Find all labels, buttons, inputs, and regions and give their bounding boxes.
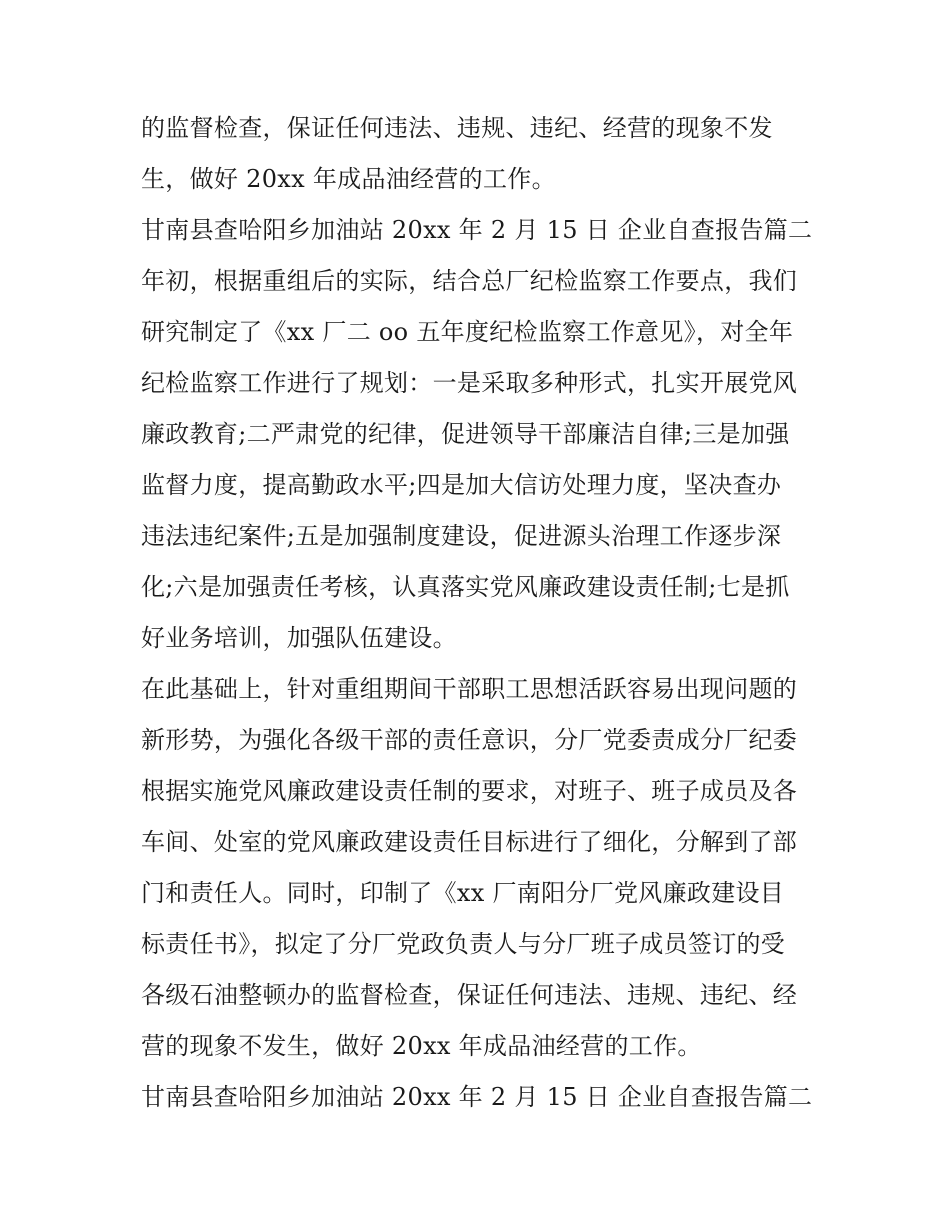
text-line-4: 年初，根据重组后的实际，结合总厂纪检监察工作要点，我们 (141, 267, 798, 295)
text-line-16: 门和责任人。同时，印制了《xx 厂南阳分厂党风廉政建设目 (141, 879, 785, 907)
text-line-12: 在此基础上，针对重组期间干部职工思想活跃容易出现问题的 (141, 675, 798, 703)
document-body (141, 103, 821, 1123)
text-line-17: 标责任书》，拟定了分厂党政负责人与分厂班子成员签订的受 (141, 930, 786, 958)
text-line-11: 好业务培训，加强队伍建设。 (141, 624, 457, 652)
text-line-1: 的监督检查，保证任何违法、违规、违纪、经营的现象不发 (141, 114, 773, 142)
text-line-7: 廉政教育;二严肃党的纪律，促进领导干部廉洁自律;三是加强 (141, 420, 790, 448)
text-line-13: 新形势，为强化各级干部的责任意识，分厂党委责成分厂纪委 (141, 726, 798, 754)
text-line-20: 甘南县查哈阳乡加油站 20xx 年 2 月 15 日 企业自查报告篇二 (141, 1083, 813, 1111)
text-line-10: 化;六是加强责任考核，认真落实党风廉政建设责任制;七是抓 (141, 573, 790, 601)
text-line-5: 研究制定了《xx 厂二 oo 五年度纪检监察工作意见》，对全年 (141, 318, 794, 346)
text-line-8: 监督力度，提高勤政水平;四是加大信访处理力度，坚决查办 (141, 471, 782, 499)
text-line-18: 各级石油整顿办的监督检查，保证任何违法、违规、违纪、经 (141, 981, 798, 1009)
text-line-14: 根据实施党风廉政建设责任制的要求，对班子、班子成员及各 (141, 777, 798, 805)
text-line-6: 纪检监察工作进行了规划：一是采取多种形式，扎实开展党风 (141, 369, 798, 397)
text-line-19: 营的现象不发生，做好 20xx 年成品油经营的工作。 (141, 1032, 702, 1060)
text-line-2: 生，做好 20xx 年成品油经营的工作。 (141, 165, 556, 193)
text-line-15: 车间、处室的党风廉政建设责任目标进行了细化，分解到了部 (141, 828, 798, 856)
text-line-3: 甘南县查哈阳乡加油站 20xx 年 2 月 15 日 企业自查报告篇二 (141, 216, 813, 244)
text-line-9: 违法违纪案件;五是加强制度建设，促进源头治理工作逐步深 (141, 522, 782, 550)
